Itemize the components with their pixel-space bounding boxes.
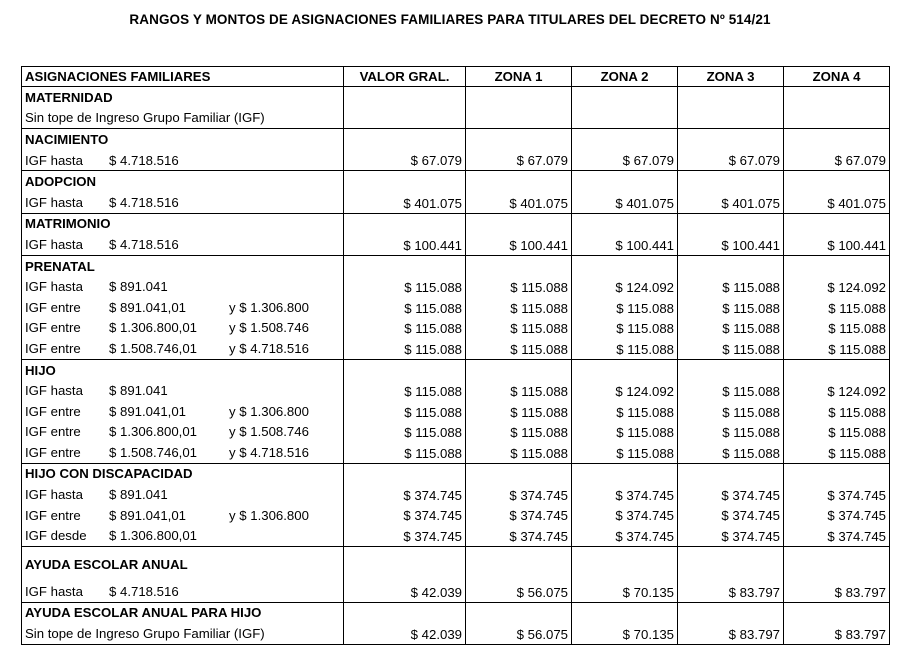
table-row (22, 602, 890, 623)
cell-value: $ 67.079 (784, 150, 890, 171)
col-header-zona-1: ZONA 1 (466, 67, 572, 87)
table-row (22, 129, 890, 150)
cell-value: $ 374.745 (344, 484, 466, 505)
table-row (22, 547, 890, 582)
cell-value: $ 83.797 (784, 623, 890, 644)
cell-value: $ 100.441 (466, 234, 572, 255)
row-label: IGF entre $ 1.306.800,01 y $ 1.508.746 (22, 318, 344, 339)
row-label: IGF hasta $ 891.041 (22, 380, 344, 401)
section-nacimiento (22, 129, 890, 171)
cell-value: $ 124.092 (784, 276, 890, 297)
row-label: IGF entre $ 1.508.746,01 y $ 4.718.516 (22, 338, 344, 359)
section-ayuda-escolar-hijo (22, 602, 890, 644)
cell-value: $ 115.088 (466, 380, 572, 401)
cell-value: $ 115.088 (572, 338, 678, 359)
cell-value: $ 56.075 (466, 581, 572, 602)
cell-value: $ 115.088 (466, 442, 572, 463)
section-prenatal (22, 255, 890, 359)
cell-value: $ 115.088 (572, 401, 678, 422)
cell-value: $ 374.745 (466, 505, 572, 526)
cell-value: $ 115.088 (678, 276, 784, 297)
table-row (22, 505, 890, 526)
cell-value: $ 115.088 (572, 318, 678, 339)
row-label: IGF hasta $ 891.041 (22, 484, 344, 505)
section-maternidad (22, 87, 890, 129)
cell-value: $ 115.088 (678, 380, 784, 401)
table-row (22, 422, 890, 443)
section-heading: MATRIMONIO (22, 213, 344, 234)
col-header-asignaciones: ASIGNACIONES FAMILIARES (22, 67, 344, 87)
header-row (22, 67, 890, 87)
section-heading: HIJO (22, 359, 344, 380)
section-heading: AYUDA ESCOLAR ANUAL PARA HIJO (22, 602, 344, 623)
cell-value: $ 374.745 (466, 484, 572, 505)
table-row (22, 87, 890, 108)
cell-value: $ 115.088 (344, 338, 466, 359)
cell-value: $ 115.088 (344, 276, 466, 297)
section-hijo (22, 359, 890, 463)
cell-value: $ 374.745 (572, 484, 678, 505)
cell-value: $ 374.745 (344, 505, 466, 526)
table-row (22, 297, 890, 318)
row-note: Sin tope de Ingreso Grupo Familiar (IGF) (22, 623, 344, 644)
cell-value: $ 115.088 (344, 442, 466, 463)
table-row (22, 338, 890, 359)
cell-value: $ 374.745 (784, 484, 890, 505)
cell-value: $ 124.092 (572, 380, 678, 401)
section-ayuda-escolar (22, 547, 890, 603)
cell-value: $ 374.745 (784, 505, 890, 526)
cell-value: $ 67.079 (344, 150, 466, 171)
row-label: IGF hasta $ 4.718.516 (22, 192, 344, 213)
cell-value: $ 83.797 (678, 623, 784, 644)
cell-value: $ 115.088 (678, 297, 784, 318)
col-header-zona-4: ZONA 4 (784, 67, 890, 87)
table-row (22, 623, 890, 644)
section-hijo-discapacidad (22, 463, 890, 546)
row-label: IGF hasta $ 4.718.516 (22, 581, 344, 602)
cell-value: $ 115.088 (344, 297, 466, 318)
cell-value: $ 115.088 (344, 401, 466, 422)
table-row (22, 234, 890, 255)
cell-value: $ 115.088 (678, 442, 784, 463)
cell-value: $ 401.075 (784, 192, 890, 213)
cell-value: $ 115.088 (466, 318, 572, 339)
cell-value: $ 115.088 (784, 297, 890, 318)
cell-value: $ 100.441 (572, 234, 678, 255)
cell-value: $ 115.088 (466, 338, 572, 359)
cell-value: $ 374.745 (678, 525, 784, 546)
cell-value: $ 42.039 (344, 581, 466, 602)
section-heading: AYUDA ESCOLAR ANUAL (22, 547, 344, 582)
cell-value: $ 42.039 (344, 623, 466, 644)
row-label: IGF entre $ 891.041,01 y $ 1.306.800 (22, 505, 344, 526)
section-adopcion (22, 171, 890, 213)
cell-value: $ 115.088 (572, 442, 678, 463)
cell-value: $ 70.135 (572, 581, 678, 602)
section-heading: MATERNIDAD (22, 87, 344, 108)
cell-value: $ 115.088 (784, 442, 890, 463)
cell-value: $ 115.088 (784, 422, 890, 443)
row-label: IGF entre $ 891.041,01 y $ 1.306.800 (22, 297, 344, 318)
row-label: IGF hasta $ 4.718.516 (22, 234, 344, 255)
cell-value: $ 374.745 (344, 525, 466, 546)
table-row (22, 401, 890, 422)
row-label: IGF hasta $ 891.041 (22, 276, 344, 297)
cell-value: $ 374.745 (678, 505, 784, 526)
cell-value: $ 83.797 (678, 581, 784, 602)
table-row (22, 213, 890, 234)
col-header-zona-3: ZONA 3 (678, 67, 784, 87)
table-row (22, 525, 890, 546)
table-row (22, 318, 890, 339)
cell-value: $ 115.088 (678, 338, 784, 359)
table-row (22, 192, 890, 213)
row-label: IGF entre $ 1.306.800,01 y $ 1.508.746 (22, 422, 344, 443)
cell-value: $ 374.745 (466, 525, 572, 546)
cell-value: $ 115.088 (344, 380, 466, 401)
row-label: IGF desde $ 1.306.800,01 (22, 525, 344, 546)
cell-value: $ 374.745 (572, 525, 678, 546)
cell-value: $ 401.075 (466, 192, 572, 213)
cell-value: $ 115.088 (784, 338, 890, 359)
cell-value: $ 115.088 (678, 318, 784, 339)
cell-value: $ 115.088 (678, 401, 784, 422)
page-title: RANGOS Y MONTOS DE ASIGNACIONES FAMILIARES PARA TITULARES DEL DECRETO Nº 514/21 (129, 12, 771, 27)
cell-value: $ 83.797 (784, 581, 890, 602)
row-label: IGF entre $ 891.041,01 y $ 1.306.800 (22, 401, 344, 422)
cell-value: $ 115.088 (678, 422, 784, 443)
cell-value: $ 374.745 (572, 505, 678, 526)
cell-value: $ 115.088 (572, 297, 678, 318)
table-row (22, 359, 890, 380)
table-row (22, 581, 890, 602)
cell-value: $ 67.079 (572, 150, 678, 171)
row-label: IGF entre $ 1.508.746,01 y $ 4.718.516 (22, 442, 344, 463)
table-row (22, 484, 890, 505)
table-row (22, 171, 890, 192)
col-header-valor-gral: VALOR GRAL. (344, 67, 466, 87)
row-label: IGF hasta $ 4.718.516 (22, 150, 344, 171)
table-row (22, 255, 890, 276)
cell-value: $ 115.088 (466, 422, 572, 443)
cell-value: $ 70.135 (572, 623, 678, 644)
cell-value: $ 100.441 (784, 234, 890, 255)
cell-value: $ 401.075 (344, 192, 466, 213)
cell-value: $ 67.079 (678, 150, 784, 171)
table-row (22, 108, 890, 129)
cell-value: $ 115.088 (784, 401, 890, 422)
table-row (22, 442, 890, 463)
allowances-table (21, 66, 890, 645)
col-header-zona-2: ZONA 2 (572, 67, 678, 87)
cell-value: $ 115.088 (466, 276, 572, 297)
section-heading: NACIMIENTO (22, 129, 344, 150)
section-heading: ADOPCION (22, 171, 344, 192)
cell-value: $ 115.088 (466, 297, 572, 318)
cell-value: $ 124.092 (572, 276, 678, 297)
cell-value: $ 100.441 (344, 234, 466, 255)
cell-value: $ 401.075 (678, 192, 784, 213)
table-row (22, 380, 890, 401)
cell-value: $ 115.088 (344, 318, 466, 339)
cell-value: $ 124.092 (784, 380, 890, 401)
cell-value: $ 67.079 (466, 150, 572, 171)
cell-value: $ 401.075 (572, 192, 678, 213)
cell-value: $ 115.088 (572, 422, 678, 443)
section-heading: HIJO CON DISCAPACIDAD (22, 463, 344, 484)
cell-value: $ 374.745 (784, 525, 890, 546)
cell-value: $ 100.441 (678, 234, 784, 255)
table-row (22, 276, 890, 297)
section-heading: PRENATAL (22, 255, 344, 276)
cell-value: $ 374.745 (678, 484, 784, 505)
table-row (22, 150, 890, 171)
section-matrimonio (22, 213, 890, 255)
table-row (22, 463, 890, 484)
cell-value: $ 115.088 (466, 401, 572, 422)
row-note: Sin tope de Ingreso Grupo Familiar (IGF) (22, 108, 344, 129)
cell-value: $ 115.088 (784, 318, 890, 339)
cell-value: $ 115.088 (344, 422, 466, 443)
cell-value: $ 56.075 (466, 623, 572, 644)
